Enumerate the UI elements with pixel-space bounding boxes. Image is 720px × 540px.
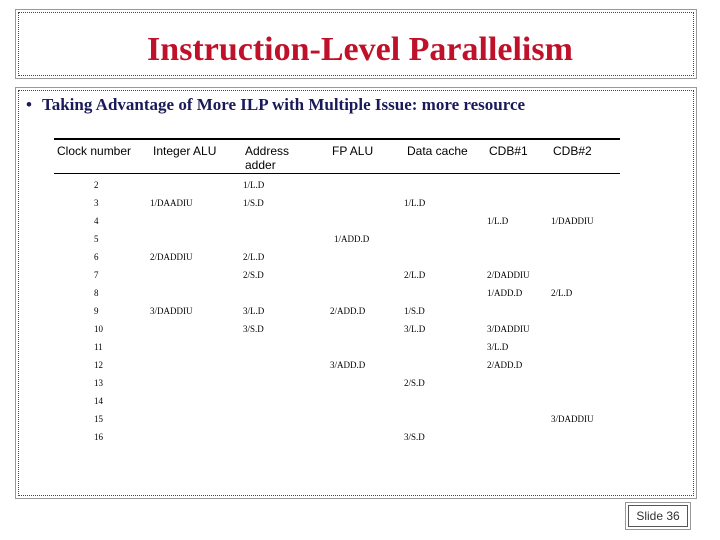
table-cell-addr: 3/S.D [243, 324, 264, 334]
table-row [54, 412, 620, 430]
bullet-icon: • [26, 95, 32, 114]
bullet-point [26, 95, 525, 115]
table-row [54, 178, 620, 196]
table-row [54, 214, 620, 232]
header-address-adder-line2: adder [245, 158, 276, 172]
header-address-adder [245, 144, 289, 172]
table-row [54, 376, 620, 394]
header-address-adder-line1: Address [245, 144, 290, 158]
table-cell-clk: 8 [94, 288, 99, 298]
table-cell-cdb1: 1/L.D [487, 216, 509, 226]
table-cell-fp: 3/ADD.D [330, 360, 366, 370]
table-cell-cdb1: 1/ADD.D [487, 288, 523, 298]
table-cell-clk: 14 [94, 396, 103, 406]
table-cell-clk: 11 [94, 342, 103, 352]
table-row [54, 304, 620, 322]
table-row [54, 394, 620, 412]
table-cell-addr: 1/L.D [243, 180, 265, 190]
header-cdb2: CDB#2 [553, 144, 592, 158]
table-row [54, 196, 620, 214]
table-cell-dc: 3/L.D [404, 324, 426, 334]
header-integer-alu: Integer ALU [153, 144, 217, 158]
table-cell-clk: 7 [94, 270, 99, 280]
table-cell-clk: 3 [94, 198, 99, 208]
table-row [54, 232, 620, 250]
table-cell-clk: 6 [94, 252, 99, 262]
table-cell-clk: 5 [94, 234, 99, 244]
table-cell-dc: 1/L.D [404, 198, 426, 208]
table-cell-dc: 2/S.D [404, 378, 425, 388]
table-cell-dc: 3/S.D [404, 432, 425, 442]
table-header-rule [54, 173, 620, 174]
table-row [54, 340, 620, 358]
table-cell-fp: 2/ADD.D [330, 306, 366, 316]
table-cell-addr: 2/L.D [243, 252, 265, 262]
table-row [54, 430, 620, 448]
table-cell-clk: 9 [94, 306, 99, 316]
table-cell-cdb1: 3/DADDIU [487, 324, 530, 334]
table-cell-clk: 12 [94, 360, 103, 370]
table-row [54, 268, 620, 286]
table-cell-clk: 13 [94, 378, 103, 388]
table-row [54, 322, 620, 340]
table-cell-clk: 10 [94, 324, 103, 334]
table-cell-addr: 1/S.D [243, 198, 264, 208]
table-top-rule [54, 138, 620, 140]
table-row [54, 250, 620, 268]
table-cell-cdb2: 3/DADDIU [551, 414, 594, 424]
table-cell-clk: 4 [94, 216, 99, 226]
table-cell-cdb2: 1/DADDIU [551, 216, 594, 226]
header-fp-alu: FP ALU [332, 144, 374, 158]
table-cell-clk: 15 [94, 414, 103, 424]
table-cell-cdb1: 3/L.D [487, 342, 509, 352]
header-data-cache: Data cache [407, 144, 468, 158]
slide-number: Slide 36 [628, 505, 688, 527]
table-cell-cdb2: 2/L.D [551, 288, 573, 298]
table-cell-int: 1/DAADIU [150, 198, 193, 208]
table-cell-int: 2/DADDIU [150, 252, 193, 262]
header-clock-number: Clock number [57, 144, 132, 158]
table-cell-dc: 2/L.D [404, 270, 426, 280]
table-cell-cdb1: 2/DADDIU [487, 270, 530, 280]
table-cell-addr: 3/L.D [243, 306, 265, 316]
table-cell-fp: 1/ADD.D [334, 234, 370, 244]
header-cdb1: CDB#1 [489, 144, 528, 158]
table-cell-addr: 2/S.D [243, 270, 264, 280]
table-row [54, 286, 620, 304]
table-row [54, 358, 620, 376]
table-cell-dc: 1/S.D [404, 306, 425, 316]
table-cell-clk: 2 [94, 180, 99, 190]
slide-title: Instruction-Level Parallelism [147, 31, 573, 68]
table-cell-clk: 16 [94, 432, 103, 442]
table-cell-cdb1: 2/ADD.D [487, 360, 523, 370]
table-cell-int: 3/DADDIU [150, 306, 193, 316]
bullet-text: Taking Advantage of More ILP with Multiple Issue: more resource [41, 95, 526, 114]
